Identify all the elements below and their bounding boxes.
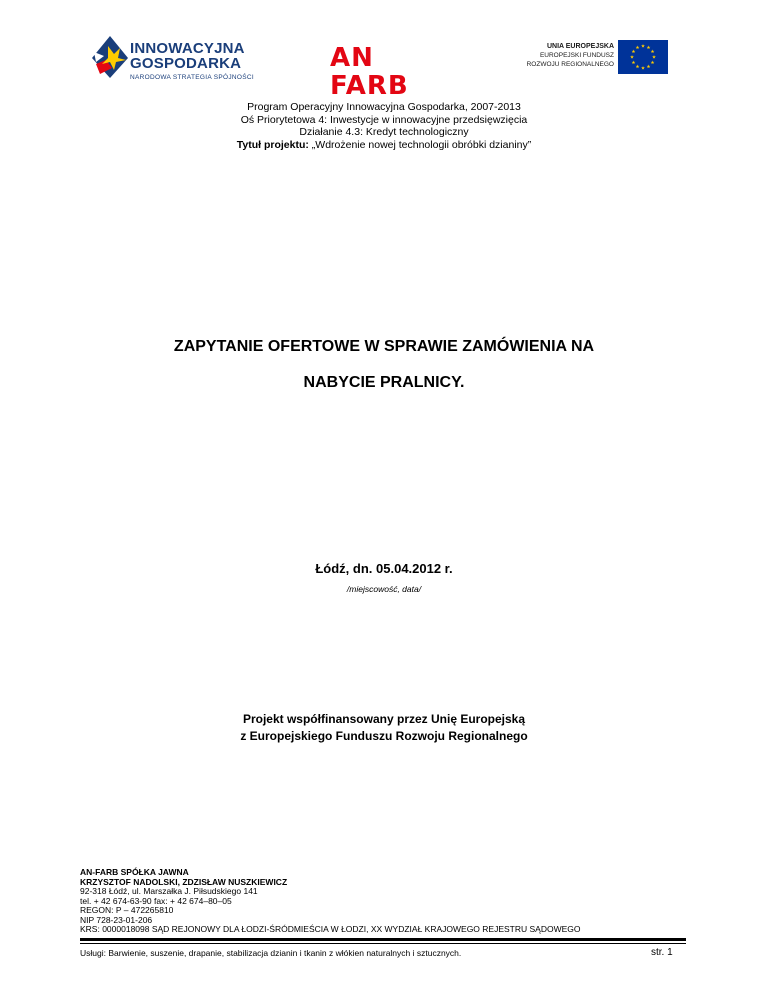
cofinancing-note — [0, 711, 768, 745]
footer-rule-thin — [80, 943, 686, 944]
cofinancing-line1: Projekt współfinansowany przez Unię Europejską — [242, 712, 526, 726]
eu-logo-text — [527, 42, 614, 69]
document-title-line2: NABYCIE PRALNICY. — [303, 374, 465, 391]
eu-logo — [520, 40, 668, 76]
program-line1: Program Operacyjny Innowacyjna Gospodarka, 2007-2013 — [247, 101, 521, 113]
place-date-hint: /miejscowość, data/ — [346, 584, 422, 594]
project-title-label: Tytuł projektu: — [236, 138, 309, 151]
anfarb-logo — [330, 43, 440, 101]
project-title-value: „Wdrożenie nowej technologii obróbki dzianiny” — [308, 138, 532, 151]
company-address: 92-318 Łódź, ul. Marszałka J. Piłsudskiego 141 — [80, 886, 258, 896]
program-line3: Działanie 4.3: Kredyt technologiczny — [299, 126, 469, 138]
ig-logo-line3: NARODOWA STRATEGIA SPÓJNOŚCI — [130, 74, 254, 81]
eu-logo-line1: UNIA EUROPEJSKA — [546, 43, 614, 50]
company-owners: KRZYSZTOF NADOLSKI, ZDZISŁAW NUSZKIEWICZ — [80, 876, 288, 887]
program-info — [0, 101, 768, 151]
footer-services: Usługi: Barwienie, suszenie, drapanie, stabilizacja dzianin i tkanin z włókien naturalnych i sztucznych. — [80, 948, 462, 958]
project-title-line — [0, 139, 768, 152]
footer-rule-thick — [80, 938, 686, 941]
anfarb-logo-text: AN FARB — [330, 43, 409, 101]
company-details — [80, 868, 581, 935]
page-number: str. 1 — [651, 947, 673, 958]
program-line2: Oś Priorytetowa 4: Inwestycje w innowacyjne przedsięwzięcia — [240, 113, 528, 126]
ig-logo-line1: INNOWACYJNA — [130, 40, 245, 57]
place-date: Łódź, dn. 05.04.2012 r. — [315, 561, 453, 576]
eu-logo-line3: ROZWOJU REGIONALNEGO — [526, 61, 614, 68]
ig-star-mark-icon — [90, 34, 130, 80]
eu-logo-line2: EUROPEJSKI FUNDUSZ — [539, 52, 614, 59]
company-nip: NIP 728-23-01-206 — [80, 914, 153, 925]
company-regon: REGON: P – 472265810 — [80, 905, 174, 915]
eu-flag-icon — [618, 40, 668, 74]
ig-logo-line2: GOSPODARKA — [130, 55, 242, 72]
innowacyjna-gospodarka-logo — [90, 34, 254, 82]
company-name: AN-FARB SPÓŁKA JAWNA — [80, 867, 189, 877]
company-phone: tel. + 42 674-63-90 fax: + 42 674–80–05 — [80, 895, 232, 906]
cofinancing-line2: z Europejskiego Funduszu Rozwoju Regionalnego — [240, 729, 528, 743]
document-title-line1: ZAPYTANIE OFERTOWE W SPRAWIE ZAMÓWIENIA NA — [173, 338, 595, 355]
company-krs: KRS: 0000018098 SĄD REJONOWY DLA ŁODZI-ŚRÓDMIEŚCIA W ŁODZI, XX WYDZIAŁ KRAJOWEGO REJESTRU SĄDOWEGO — [80, 924, 581, 934]
